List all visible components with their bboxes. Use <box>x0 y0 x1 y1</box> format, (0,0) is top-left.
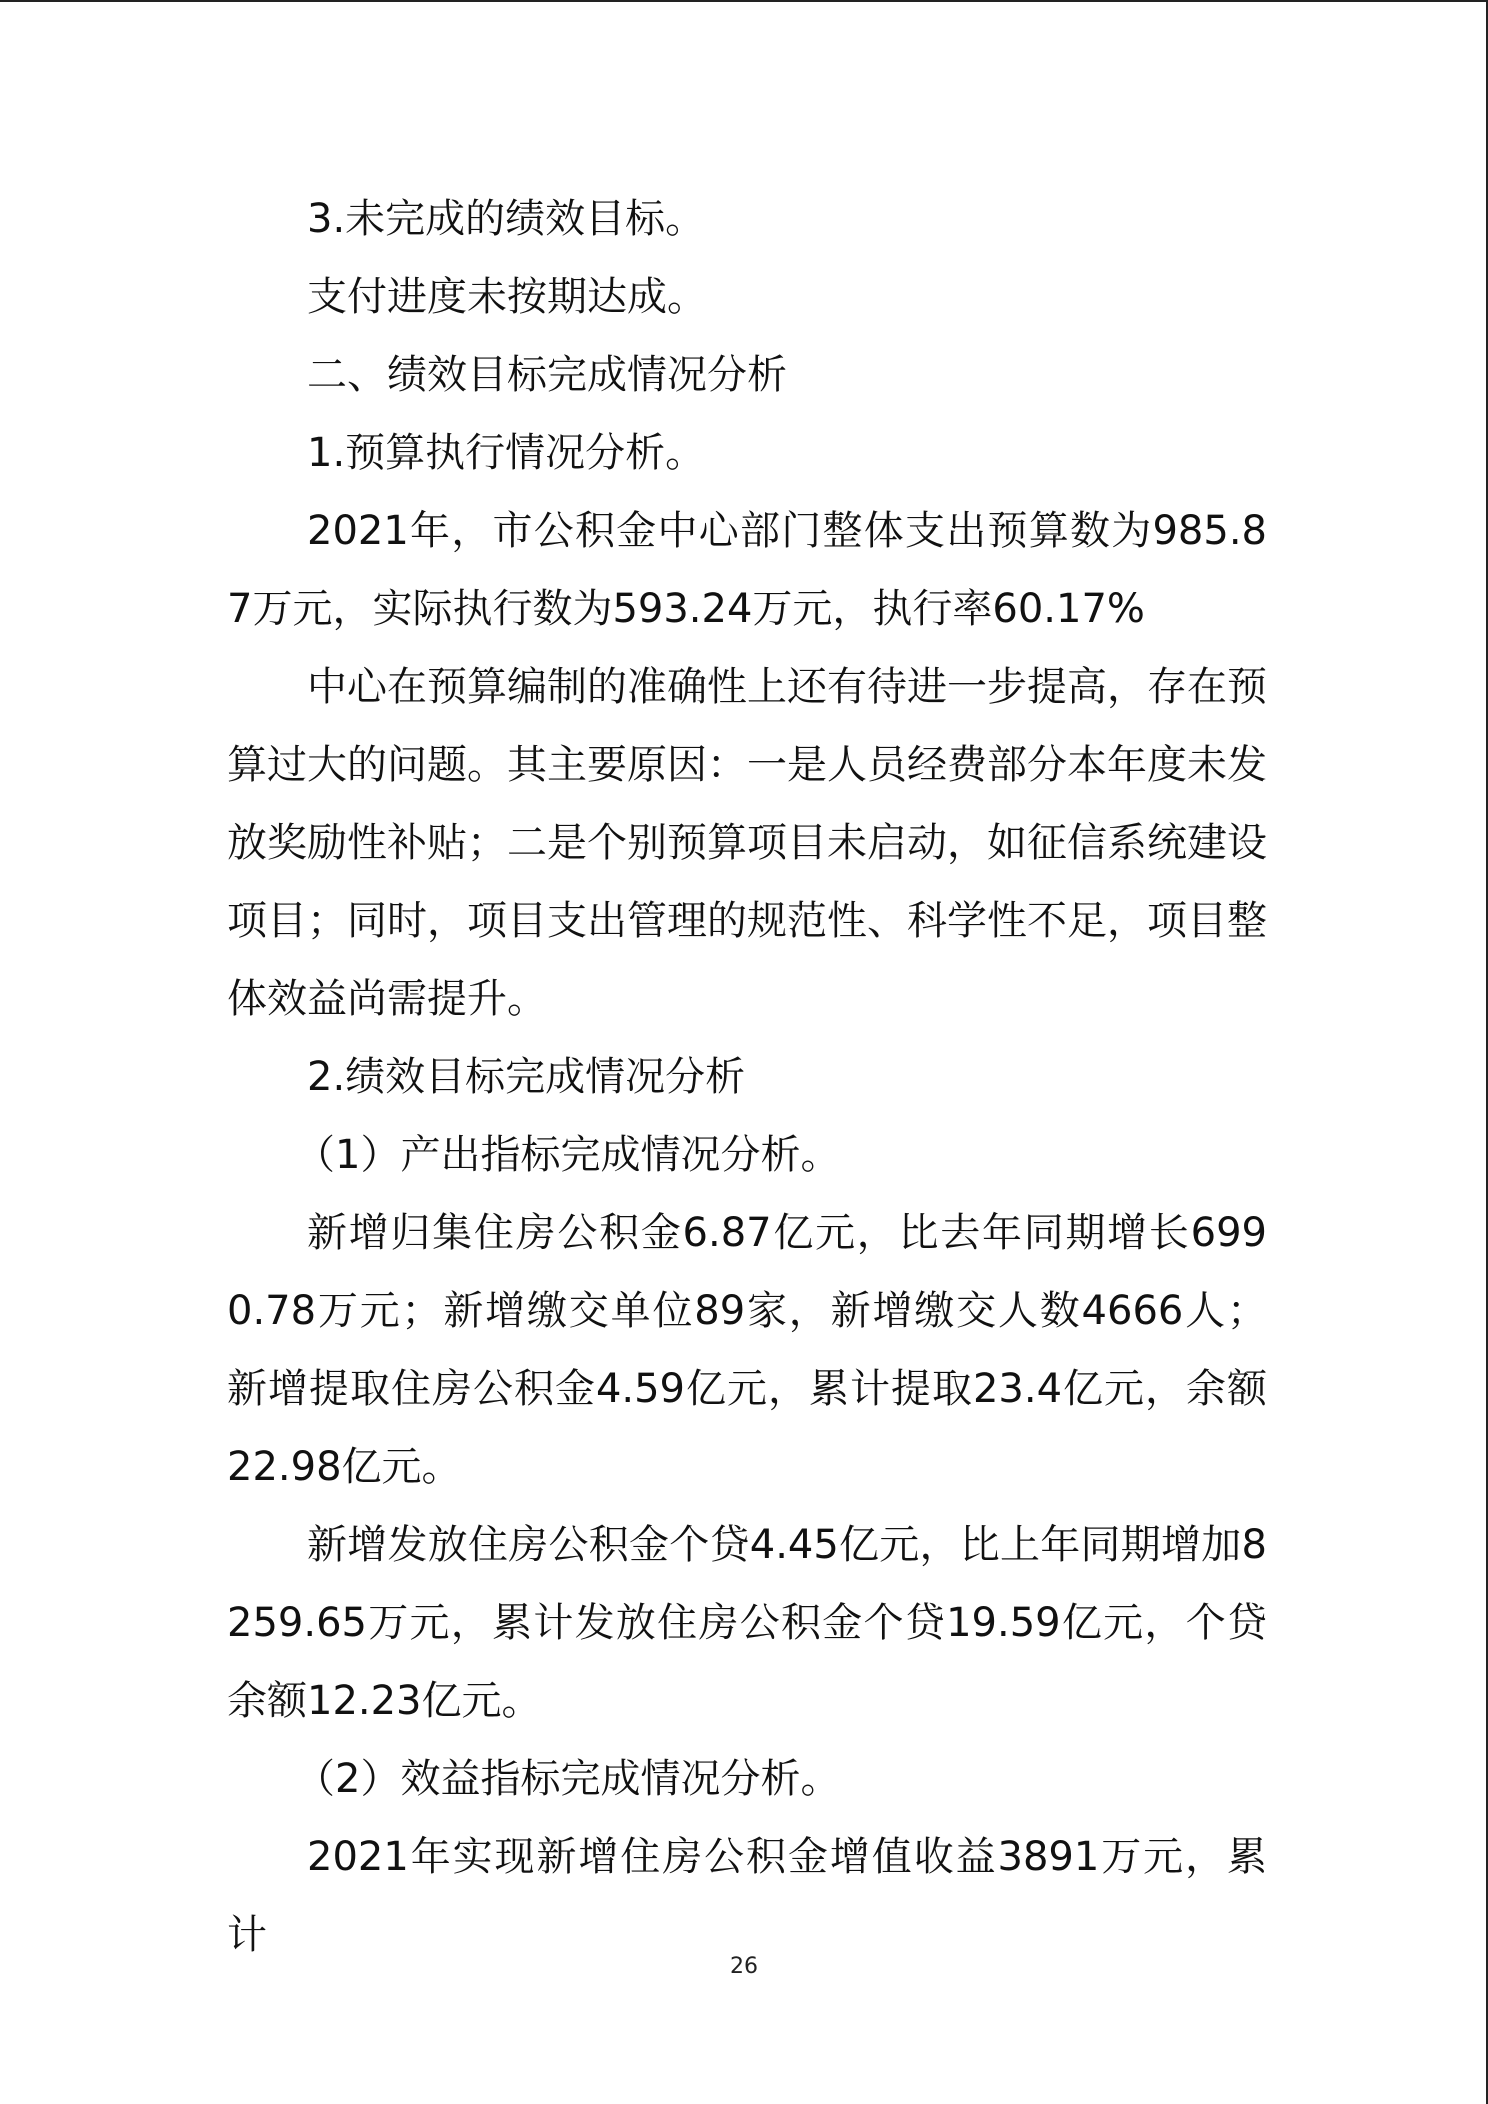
paragraph-budget-figures: 2021年，市公积金中心部门整体支出预算数为985.87万元，实际执行数为593.24万元，执行率60.17% <box>227 508 1267 632</box>
paragraph-loans: 新增发放住房公积金个贷4.45亿元，比上年同期增加8259.65万元，累计发放住房公积金个贷19.59亿元，个贷余额12.23亿元。 <box>227 1522 1267 1724</box>
page-number: 26 <box>730 1954 758 1979</box>
subheading-benefit-indicators: （2）效益指标完成情况分析。 <box>295 1756 841 1802</box>
document-body <box>227 180 1267 1974</box>
subheading-unfinished-goals: 3.未完成的绩效目标。 <box>307 196 706 242</box>
subheading-output-indicators: （1）产出指标完成情况分析。 <box>295 1132 841 1178</box>
subheading-goal-completion: 2.绩效目标完成情况分析 <box>307 1054 746 1100</box>
paragraph-fund-collection: 新增归集住房公积金6.87亿元，比去年同期增长6990.78万元；新增缴交单位89家，新增缴交人数4666人；新增提取住房公积金4.59亿元，累计提取23.4亿元，余额22.98亿元。 <box>227 1210 1267 1490</box>
section-heading-analysis: 二、绩效目标完成情况分析 <box>307 352 787 398</box>
paragraph-value-added-income: 2021年实现新增住房公积金增值收益3891万元，累计 <box>227 1834 1267 1958</box>
paragraph-budget-issues: 中心在预算编制的准确性上还有待进一步提高，存在预算过大的问题。其主要原因：一是人员经费部分本年度未发放奖励性补贴；二是个别预算项目未启动，如征信系统建设项目；同时，项目支出管理的规范性、科学性不足，项目整体效益尚需提升。 <box>227 664 1267 1022</box>
subheading-budget-execution: 1.预算执行情况分析。 <box>307 430 706 476</box>
paragraph-payment-progress: 支付进度未按期达成。 <box>307 274 707 320</box>
